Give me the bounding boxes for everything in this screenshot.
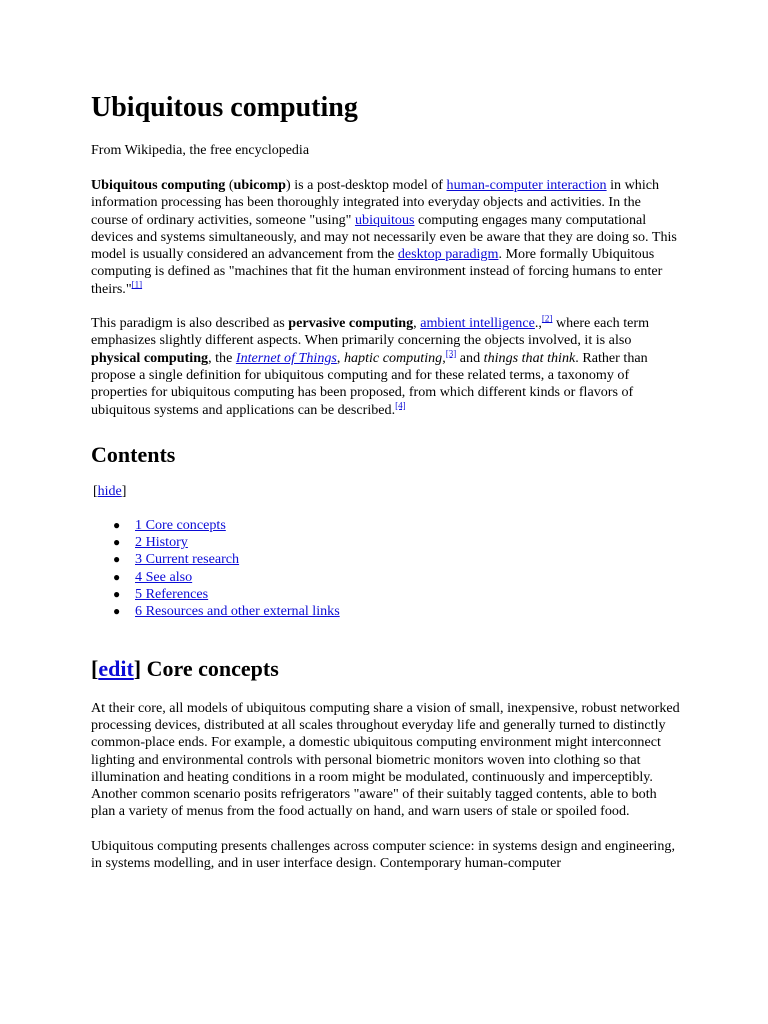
text-run: , the bbox=[208, 349, 236, 366]
citation-2[interactable]: [2] bbox=[541, 313, 553, 324]
toc-link-references[interactable]: 5 References bbox=[135, 586, 209, 603]
core-concepts-paragraph-1: At their core, all models of ubiquitous computing share a vision of small, inexpensive, robust networked processing devices, distributed at all scales throughout everyday life and generally turned to distinctly common-place ends. For example, a domestic ubiquitous computing environment might interconnect lighting and environmental controls with personal biometric monitors woven into clothing so that illumination and heating conditions in a room might be modulated, continuously and imperceptibly. Another common scenario posits refrigerators "aware" of their suitably tagged contents, able to both plan a variety of menus from the food actually on hand, and warn users of stale or spoiled food. bbox=[91, 699, 680, 820]
page-subtitle: From Wikipedia, the free encyclopedia bbox=[91, 143, 310, 158]
link-ambient-intelligence[interactable]: ambient intelligence bbox=[420, 315, 535, 332]
bullet-icon: ● bbox=[113, 535, 121, 550]
link-human-computer-interaction[interactable]: human-computer interaction bbox=[446, 177, 607, 193]
link-ubiquitous[interactable]: ubiquitous bbox=[354, 211, 415, 228]
toc-link-see-also[interactable]: 4 See also bbox=[135, 568, 193, 585]
hide-toc-link[interactable]: hide bbox=[97, 483, 122, 499]
bracket: [ bbox=[91, 655, 99, 681]
citation-3[interactable]: [3] bbox=[445, 347, 457, 358]
text-run: computing engages many computational devices and systems simultaneously, and may not necessarily even be aware that they are doing so. This model is usually considered an advancement from the bbox=[91, 211, 677, 263]
page-title: Ubiquitous computing bbox=[91, 92, 358, 123]
toc-link-current-research[interactable]: 3 Current research bbox=[135, 551, 240, 568]
bullet-icon: ● bbox=[113, 517, 121, 532]
section-heading-core-concepts bbox=[91, 655, 681, 683]
citation-4[interactable]: [4] bbox=[395, 399, 406, 410]
bullet-icon: ● bbox=[113, 569, 121, 584]
toc-item bbox=[91, 569, 681, 586]
text-run: This paradigm is also described as bbox=[91, 315, 289, 332]
edit-section-link[interactable]: edit bbox=[98, 655, 134, 681]
bracket: ] bbox=[133, 655, 142, 681]
citation-1[interactable]: [1] bbox=[131, 279, 143, 290]
text-run: , bbox=[413, 315, 421, 332]
toc-item bbox=[91, 586, 681, 603]
text-run: ( bbox=[225, 177, 234, 193]
text-run: ., bbox=[534, 315, 542, 332]
text-run: , bbox=[442, 349, 446, 366]
text-run: ) is a post-desktop model of bbox=[286, 177, 447, 193]
text-run: in which information processing has been thoroughly integrated into everyday objects and activities. In the course of ordinary activities, someone "using" bbox=[91, 177, 660, 228]
term-italic: haptic computing bbox=[343, 349, 443, 366]
text-run: and bbox=[456, 349, 484, 366]
bullet-icon: ● bbox=[113, 587, 121, 602]
contents-toggle bbox=[91, 483, 681, 501]
bracket: ] bbox=[121, 483, 127, 499]
toc-link-external-links[interactable]: 6 Resources and other external links bbox=[135, 603, 340, 620]
term-bold: pervasive computing bbox=[288, 315, 414, 332]
link-internet-of-things[interactable] bbox=[236, 350, 337, 366]
toc-item bbox=[91, 603, 681, 620]
toc-item bbox=[91, 551, 681, 568]
toc-item bbox=[91, 534, 681, 551]
toc-link-history[interactable]: 2 History bbox=[135, 534, 188, 551]
toc-item bbox=[91, 517, 681, 534]
core-concepts-paragraph-2: Ubiquitous computing presents challenges across computer science: in systems design and engineering, in systems modelling, and in user interface design. Contemporary human-computer bbox=[91, 837, 675, 872]
text-run: where each term emphasizes slightly different aspects. When primarily concerning the objects involved, it is also bbox=[91, 315, 650, 349]
term-bold: Ubiquitous computing bbox=[91, 177, 226, 193]
contents-heading: Contents bbox=[91, 441, 176, 467]
link-text: Internet of Things bbox=[235, 349, 337, 366]
bullet-icon: ● bbox=[113, 552, 121, 567]
article-content bbox=[91, 88, 681, 872]
text-run: , bbox=[336, 349, 344, 366]
bullet-icon: ● bbox=[113, 604, 121, 619]
table-of-contents bbox=[91, 517, 681, 621]
section-title: Core concepts bbox=[141, 655, 279, 681]
text-run: . Rather than propose a single definition for ubiquitous computing and for these related terms, a taxonomy of properties for ubiquitous computing has been proposed, from which different kinds or flavors of ubiquitous systems and applications can be described. bbox=[91, 349, 648, 418]
bracket: [ bbox=[93, 483, 98, 499]
toc-link-core-concepts[interactable]: 1 Core concepts bbox=[135, 516, 226, 533]
intro-paragraph-1 bbox=[91, 177, 681, 298]
text-run: . More formally Ubiquitous computing is defined as "machines that fit the human environment instead of forcing humans to enter theirs." bbox=[91, 246, 663, 297]
link-desktop-paradigm[interactable]: desktop paradigm bbox=[397, 246, 499, 263]
term-bold: physical computing bbox=[91, 349, 209, 366]
term-bold: ubicomp bbox=[233, 177, 287, 193]
term-italic: things that think bbox=[483, 349, 576, 366]
intro-paragraph-2 bbox=[91, 315, 681, 419]
